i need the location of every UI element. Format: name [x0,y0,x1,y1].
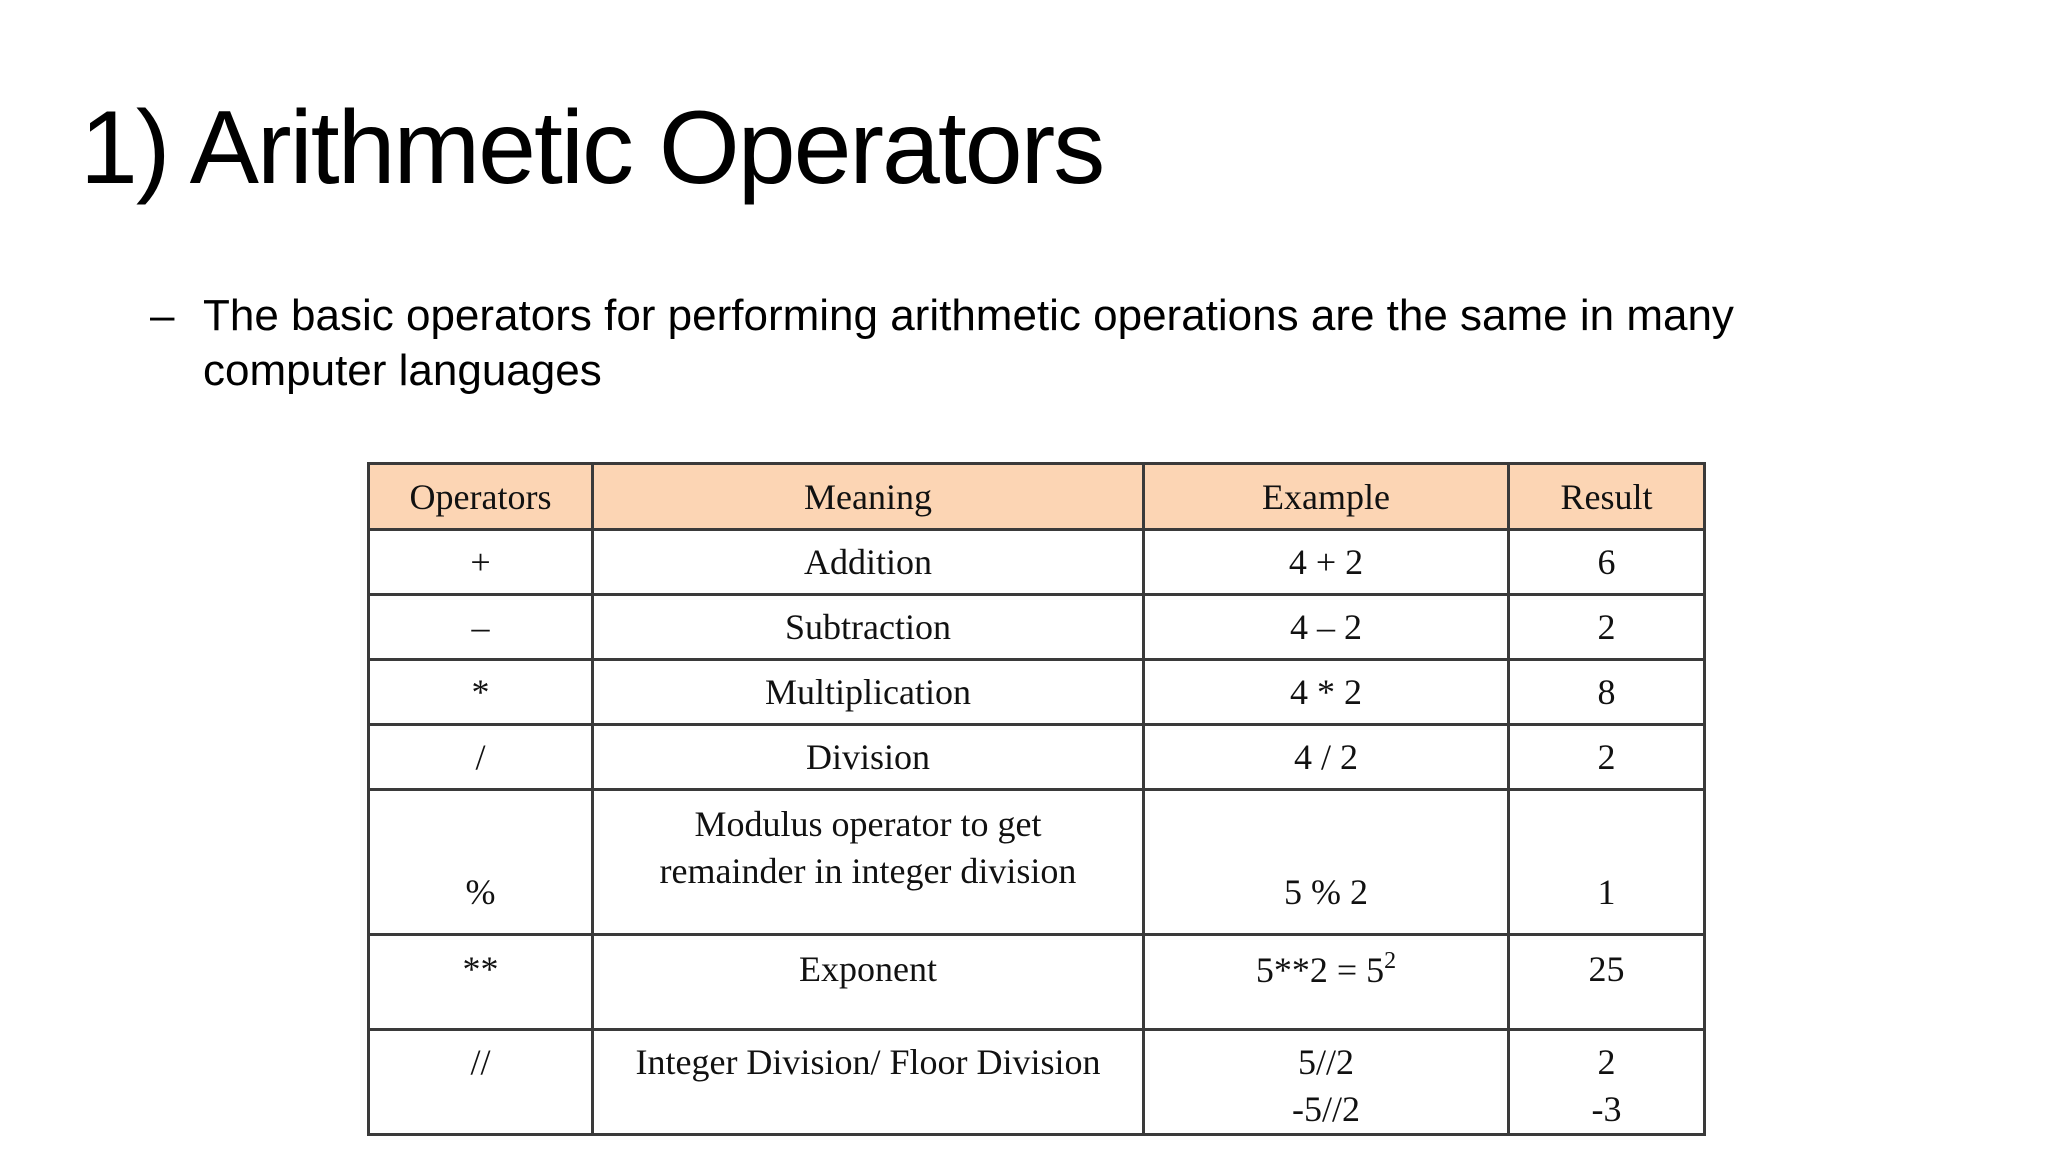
meaning-cell: Integer Division/ Floor Division [593,1030,1144,1135]
meaning-line: Modulus operator to get [694,804,1042,844]
header-result: Result [1509,464,1705,530]
table-row [369,595,1705,660]
operator-cell: * [369,660,593,725]
example-cell: 4 + 2 [1144,530,1509,595]
operator-cell: ** [369,935,593,1030]
result-line: -3 [1591,1089,1622,1129]
example-cell: 4 / 2 [1144,725,1509,790]
table-row [369,530,1705,595]
result-cell: 8 [1509,660,1705,725]
operator-cell: + [369,530,593,595]
table-row [369,725,1705,790]
slide-title: 1) Arithmetic Operators [80,90,1104,206]
operator-cell: – [369,595,593,660]
meaning-cell: Exponent [593,935,1144,1030]
result-cell: 1 [1509,790,1705,935]
header-meaning: Meaning [593,464,1144,530]
meaning-cell: Multiplication [593,660,1144,725]
meaning-cell: Addition [593,530,1144,595]
operator-cell: // [369,1030,593,1135]
example-cell: 5 % 2 [1144,790,1509,935]
operators-table [367,462,1706,1136]
meaning-cell: Division [593,725,1144,790]
table-row [369,1030,1705,1135]
meaning-cell [593,790,1144,935]
operator-cell: / [369,725,593,790]
example-cell: 4 * 2 [1144,660,1509,725]
meaning-line: remainder in integer division [659,851,1077,891]
header-operators: Operators [369,464,593,530]
bullet-marker: – [150,291,175,340]
example-superscript: 2 [1384,948,1397,974]
example-line: -5//2 [1292,1089,1360,1129]
example-cell: 4 – 2 [1144,595,1509,660]
result-cell: 6 [1509,530,1705,595]
example-line: 5//2 [1297,1042,1354,1082]
example-cell [1144,935,1509,1030]
table-header-row [369,464,1705,530]
table-row [369,790,1705,935]
operator-cell: % [369,790,593,935]
bullet-point [150,288,1910,398]
result-cell: 2 [1509,725,1705,790]
table-row [369,660,1705,725]
result-cell: 2 [1509,595,1705,660]
meaning-cell: Subtraction [593,595,1144,660]
example-cell [1144,1030,1509,1135]
example-base: 5**2 = 5 [1255,950,1385,990]
result-cell [1509,1030,1705,1135]
header-example: Example [1144,464,1509,530]
result-line: 2 [1597,1042,1616,1082]
result-cell: 25 [1509,935,1705,1030]
bullet-text: The basic operators for performing arithmetic operations are the same in many computer languages [203,291,1734,395]
table-row [369,935,1705,1030]
